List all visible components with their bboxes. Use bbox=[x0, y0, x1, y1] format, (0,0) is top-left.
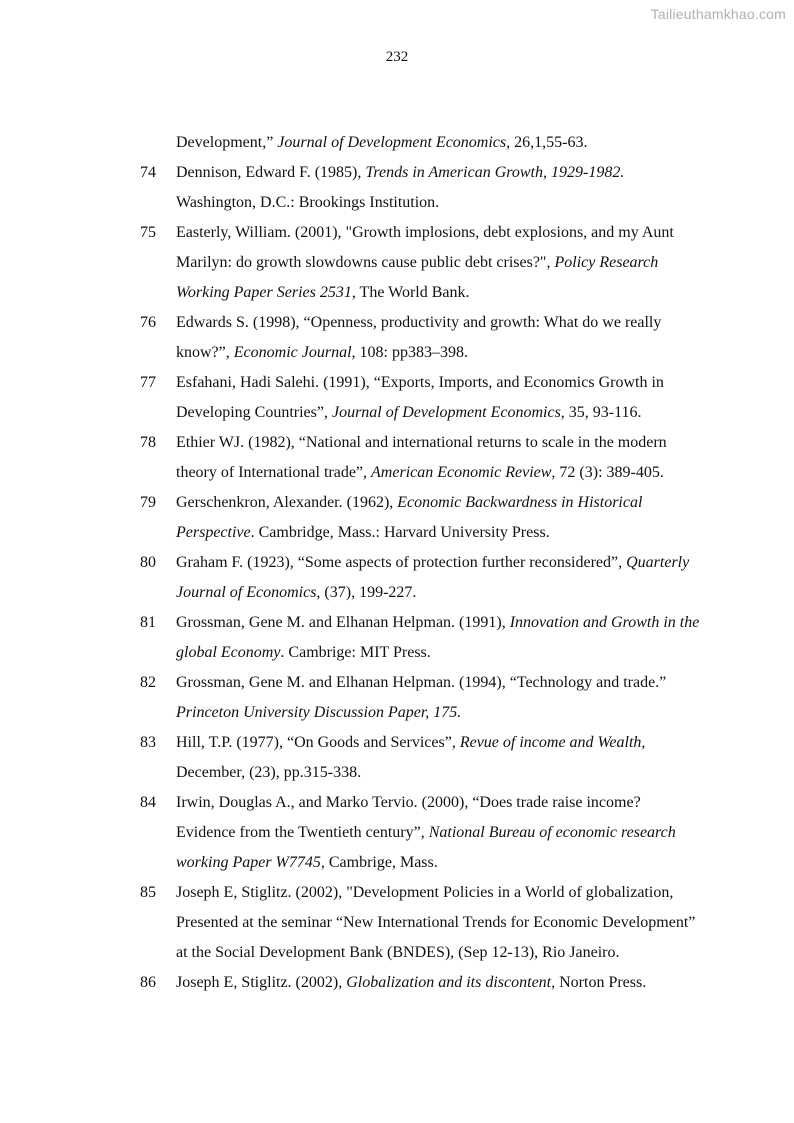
reference-line bbox=[0, 818, 794, 848]
reference-line bbox=[0, 278, 794, 308]
reference-line bbox=[0, 428, 794, 458]
reference-entry bbox=[0, 158, 794, 218]
text-segment: Evidence from the Twentieth century”, bbox=[176, 824, 429, 841]
text-segment: , 35, 93-116. bbox=[560, 404, 642, 421]
text-segment: Edwards S. (1998), “Openness, productivity and growth: What do we really bbox=[176, 314, 662, 331]
reference-number: 86 bbox=[140, 974, 156, 991]
text-segment: Development,” bbox=[176, 134, 278, 151]
reference-line bbox=[0, 458, 794, 488]
reference-text bbox=[176, 878, 673, 908]
reference-entry bbox=[0, 428, 794, 488]
reference-line bbox=[0, 158, 794, 188]
reference-line bbox=[0, 938, 794, 968]
italic-title: Journal of Development Economics bbox=[277, 134, 507, 151]
text-segment: Marilyn: do growth slowdowns cause public debt crises?", bbox=[176, 254, 555, 271]
reference-line bbox=[0, 668, 794, 698]
italic-title: Princeton University Discussion Paper, 175. bbox=[176, 704, 462, 721]
reference-text bbox=[176, 758, 361, 788]
text-segment: . Cambrige: MIT Press. bbox=[280, 644, 431, 661]
italic-title: Economic Backwardness in Historical bbox=[397, 494, 643, 511]
reference-text bbox=[176, 848, 438, 878]
reference-line bbox=[0, 608, 794, 638]
watermark-text: Tailieuthamkhao.com bbox=[650, 6, 786, 22]
reference-entry bbox=[0, 308, 794, 368]
italic-title: global Economy bbox=[176, 644, 281, 661]
reference-text bbox=[176, 458, 664, 488]
italic-title: Policy Research bbox=[554, 254, 659, 271]
reference-text bbox=[176, 578, 416, 608]
reference-text bbox=[176, 128, 587, 158]
reference-text bbox=[176, 398, 642, 428]
reference-number: 78 bbox=[140, 434, 156, 451]
reference-line bbox=[0, 728, 794, 758]
text-segment: , Norton Press. bbox=[551, 974, 647, 991]
reference-list bbox=[0, 128, 794, 998]
reference-text bbox=[176, 158, 624, 188]
italic-title: Trends in American Growth, 1929-1982. bbox=[365, 164, 625, 181]
italic-title: working Paper W7745 bbox=[176, 854, 321, 871]
text-segment: Grossman, Gene M. and Elhanan Helpman. (1994), “Technology and trade.” bbox=[176, 674, 667, 691]
reference-entry bbox=[0, 548, 794, 608]
text-segment: Presented at the seminar “New International Trends for Economic Development” bbox=[176, 914, 696, 931]
reference-line bbox=[0, 398, 794, 428]
reference-number: 83 bbox=[140, 734, 156, 751]
reference-line bbox=[0, 548, 794, 578]
reference-entry bbox=[0, 368, 794, 428]
text-segment: Gerschenkron, Alexander. (1962), bbox=[176, 494, 398, 511]
reference-line bbox=[0, 698, 794, 728]
text-segment: Joseph E, Stiglitz. (2002), bbox=[176, 974, 347, 991]
text-segment: Grossman, Gene M. and Elhanan Helpman. (1991), bbox=[176, 614, 510, 631]
reference-text bbox=[176, 428, 667, 458]
reference-line bbox=[0, 338, 794, 368]
text-segment: December, (23), pp.315-338. bbox=[176, 764, 362, 781]
reference-line bbox=[0, 188, 794, 218]
italic-title: Perspective bbox=[176, 524, 251, 541]
reference-entry bbox=[0, 728, 794, 788]
reference-line bbox=[0, 788, 794, 818]
italic-title: Revue of income and Wealth bbox=[459, 734, 642, 751]
reference-line bbox=[0, 908, 794, 938]
reference-line bbox=[0, 848, 794, 878]
reference-number: 75 bbox=[140, 224, 156, 241]
italic-title: Innovation and Growth in the bbox=[509, 614, 700, 631]
text-segment: Washington, D.C.: Brookings Institution. bbox=[176, 194, 440, 211]
reference-number: 82 bbox=[140, 674, 156, 691]
reference-line bbox=[0, 248, 794, 278]
italic-title: American Economic Review bbox=[371, 464, 552, 481]
reference-entry bbox=[0, 968, 794, 998]
text-segment: , The World Bank. bbox=[351, 284, 470, 301]
reference-text bbox=[176, 788, 641, 818]
reference-text bbox=[176, 818, 676, 848]
italic-title: Journal of Economics bbox=[176, 584, 317, 601]
reference-line bbox=[0, 308, 794, 338]
text-segment: Developing Countries”, bbox=[176, 404, 332, 421]
reference-entry bbox=[0, 488, 794, 548]
reference-number: 77 bbox=[140, 374, 156, 391]
reference-text bbox=[176, 968, 646, 998]
italic-title: Economic Journal bbox=[233, 344, 352, 361]
reference-number: 79 bbox=[140, 494, 156, 511]
text-segment: Easterly, William. (2001), "Growth implosions, debt explosions, and my Aunt bbox=[176, 224, 674, 241]
italic-title: Journal of Development Economics bbox=[331, 404, 561, 421]
italic-title: Globalization and its discontent bbox=[346, 974, 552, 991]
reference-number: 84 bbox=[140, 794, 156, 811]
reference-number: 81 bbox=[140, 614, 156, 631]
text-segment: Joseph E, Stiglitz. (2002), "Development Policies in a World of globalization, bbox=[176, 884, 674, 901]
reference-text bbox=[176, 338, 468, 368]
reference-line bbox=[0, 638, 794, 668]
reference-text bbox=[176, 488, 642, 518]
text-segment: Esfahani, Hadi Salehi. (1991), “Exports, Imports, and Economics Growth in bbox=[176, 374, 664, 391]
reference-line bbox=[0, 488, 794, 518]
reference-text bbox=[176, 608, 699, 638]
reference-text bbox=[176, 728, 645, 758]
reference-text bbox=[176, 248, 658, 278]
reference-line bbox=[0, 578, 794, 608]
text-segment: know?”, bbox=[176, 344, 234, 361]
reference-line bbox=[0, 758, 794, 788]
text-segment: , 108: pp383–398. bbox=[351, 344, 468, 361]
reference-line bbox=[0, 518, 794, 548]
text-segment: Dennison, Edward F. (1985), bbox=[176, 164, 366, 181]
reference-line bbox=[0, 968, 794, 998]
italic-title: Quarterly bbox=[626, 554, 690, 571]
reference-entry bbox=[0, 668, 794, 728]
reference-text bbox=[176, 698, 461, 728]
text-segment: theory of International trade”, bbox=[176, 464, 372, 481]
reference-entry bbox=[0, 878, 794, 968]
text-segment: , (37), 199-227. bbox=[316, 584, 417, 601]
text-segment: , bbox=[641, 734, 646, 751]
reference-text bbox=[176, 188, 439, 218]
text-segment: , 26,1,55-63. bbox=[506, 134, 588, 151]
text-segment: , 72 (3): 389-405. bbox=[551, 464, 664, 481]
reference-line bbox=[0, 128, 794, 158]
text-segment: . Cambridge, Mass.: Harvard University Press. bbox=[250, 524, 550, 541]
text-segment: Graham F. (1923), “Some aspects of protection further reconsidered”, bbox=[176, 554, 627, 571]
reference-number: 74 bbox=[140, 164, 156, 181]
reference-text bbox=[176, 548, 689, 578]
text-segment: , Cambrige, Mass. bbox=[320, 854, 438, 871]
reference-text bbox=[176, 938, 619, 968]
text-segment: Ethier WJ. (1982), “National and international returns to scale in the modern bbox=[176, 434, 667, 451]
page-number: 232 bbox=[385, 49, 409, 65]
text-segment: Irwin, Douglas A., and Marko Tervio. (2000), “Does trade raise income? bbox=[176, 794, 641, 811]
text-segment: Hill, T.P. (1977), “On Goods and Services”, bbox=[176, 734, 460, 751]
reference-text bbox=[176, 278, 470, 308]
reference-line bbox=[0, 368, 794, 398]
reference-text bbox=[176, 908, 695, 938]
reference-text bbox=[176, 638, 431, 668]
reference-text bbox=[176, 308, 661, 338]
reference-number: 80 bbox=[140, 554, 156, 571]
reference-text bbox=[176, 668, 666, 698]
reference-entry bbox=[0, 788, 794, 878]
italic-title: National Bureau of economic research bbox=[428, 824, 676, 841]
reference-text bbox=[176, 218, 674, 248]
reference-number: 76 bbox=[140, 314, 156, 331]
italic-title: Working Paper Series 2531 bbox=[176, 284, 352, 301]
reference-line bbox=[0, 878, 794, 908]
reference-entry bbox=[0, 608, 794, 668]
text-segment: at the Social Development Bank (BNDES), (Sep 12-13), Rio Janeiro. bbox=[176, 944, 620, 961]
reference-entry bbox=[0, 128, 794, 158]
reference-number: 85 bbox=[140, 884, 156, 901]
reference-line bbox=[0, 218, 794, 248]
reference-text bbox=[176, 368, 664, 398]
reference-text bbox=[176, 518, 550, 548]
reference-entry bbox=[0, 218, 794, 308]
